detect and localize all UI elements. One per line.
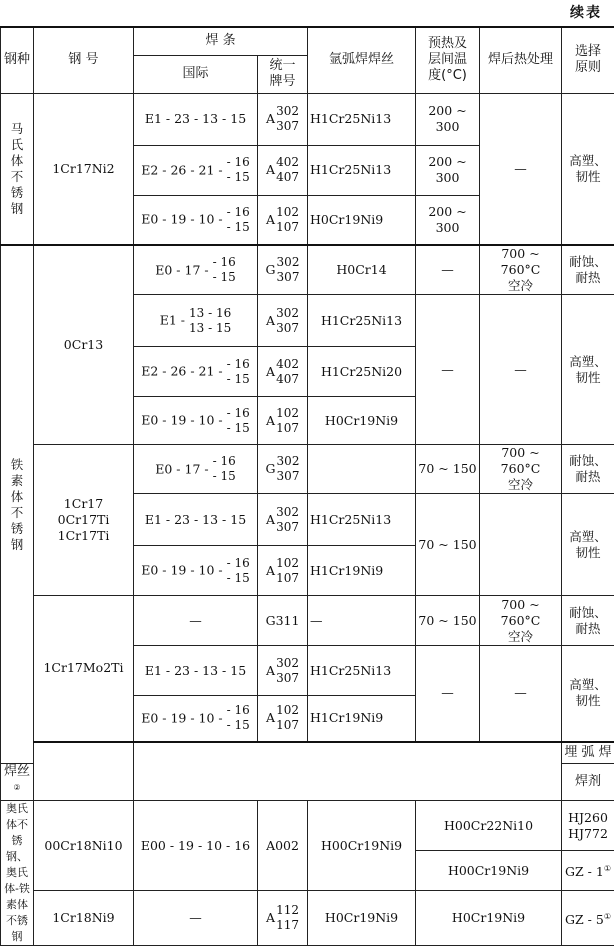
wire-cell: H1Cr25Ni13: [308, 93, 416, 145]
wire-cell: H0Cr14: [308, 245, 416, 295]
wire-cell: H0Cr19Ni9: [308, 397, 416, 445]
group-martensitic: 马氏体不锈钢: [1, 93, 34, 245]
rod-cell: —: [134, 596, 258, 646]
principle-cell: 耐蚀、 耐热: [562, 596, 614, 646]
temp-cell: 200 ~ 300: [416, 93, 480, 145]
header-flux: 焊剂: [562, 764, 614, 801]
header-grade: 钢 号: [34, 27, 134, 93]
post-cell: 700 ~ 760°C 空冷: [480, 445, 562, 494]
blank-cell: [134, 742, 562, 801]
temp-cell: 70 ~ 150: [416, 445, 480, 494]
unified-cell: G 302 307: [258, 245, 308, 295]
unified-cell: A 102 107: [258, 546, 308, 596]
wire-cell: H1Cr25Ni13: [308, 295, 416, 347]
post-cell: —: [480, 93, 562, 245]
unified-cell: A 402 407: [258, 347, 308, 397]
post-cell: —: [480, 295, 562, 445]
blank-cell: [34, 742, 134, 801]
unified-cell: A 302 307: [258, 646, 308, 696]
unified-cell: G311: [258, 596, 308, 646]
wire-cell: H1Cr25Ni13: [308, 646, 416, 696]
post-cell: 700 ~ 760°C 空冷: [480, 245, 562, 295]
header-post-heat: 焊后热处理: [480, 27, 562, 93]
post-cell: [480, 494, 562, 596]
temp-cell: —: [416, 295, 480, 445]
header-saw: 埋 弧 焊: [562, 742, 614, 764]
post-cell: —: [480, 646, 562, 742]
rod-cell: E0 - 19 - 10 - - 16 - 15: [134, 195, 258, 245]
unified-cell: G 302 307: [258, 445, 308, 494]
rod-cell: E0 - 17 - - 16 - 15: [134, 445, 258, 494]
rod-cell: —: [134, 891, 258, 946]
rod-cell: E1 - 13 - 16 13 - 15: [134, 295, 258, 347]
principle-cell: 高塑、 韧性: [562, 295, 614, 445]
wire-cell: H0Cr19Ni9: [308, 891, 416, 946]
wire-cell: [308, 445, 416, 494]
rod-cell: E1 - 23 - 13 - 15: [134, 646, 258, 696]
rod-cell: E0 - 19 - 10 - - 16 - 15: [134, 546, 258, 596]
wire-cell: H0Cr19Ni9: [308, 195, 416, 245]
principle-cell: 耐蚀、 耐热: [562, 445, 614, 494]
unified-cell: A 102 107: [258, 195, 308, 245]
group-austenitic: 奥氏 体不 锈钢、 奥氏 体-铁 素体 不锈钢: [1, 801, 34, 946]
rod-cell: E1 - 23 - 13 - 15: [134, 494, 258, 546]
principle-cell: 耐蚀、 耐热: [562, 245, 614, 295]
header-intl: 国际: [134, 55, 258, 93]
rod-cell: E2 - 26 - 21 - - 16 - 15: [134, 347, 258, 397]
temp-cell: 200 ~ 300: [416, 195, 480, 245]
header-preheat: 预热及 层间温 度(°C): [416, 27, 480, 93]
wire-cell: H1Cr19Ni9: [308, 696, 416, 742]
wire-cell: H1Cr25Ni13: [308, 145, 416, 195]
wire-cell: H00Cr19Ni9: [308, 801, 416, 891]
temp-cell: —: [416, 245, 480, 295]
saw-wire-cell: H0Cr19Ni9: [416, 891, 562, 946]
unified-cell: A 402 407: [258, 145, 308, 195]
saw-wire-cell: H00Cr19Ni9: [416, 851, 562, 891]
principle-cell: 高塑、 韧性: [562, 494, 614, 596]
header-steel-type: 钢种: [1, 27, 34, 93]
continued-label: 续表: [570, 5, 602, 21]
principle-cell: 高塑、 韧性: [562, 93, 614, 245]
header-tig-wire: 氩弧焊焊丝: [308, 27, 416, 93]
rod-cell: E2 - 26 - 21 - - 16 - 15: [134, 145, 258, 195]
flux-cell: HJ260 HJ772: [562, 801, 614, 851]
grade-cell: 1Cr18Ni9: [34, 891, 134, 946]
rod-cell: E0 - 19 - 10 - - 16 - 15: [134, 397, 258, 445]
rod-cell: E00 - 19 - 10 - 16: [134, 801, 258, 891]
header-saw-wire: 焊丝②: [1, 764, 34, 801]
welding-material-table: [0, 26, 614, 946]
rod-cell: E0 - 19 - 10 - - 16 - 15: [134, 696, 258, 742]
wire-cell: H1Cr19Ni9: [308, 546, 416, 596]
header-unified: 统一 牌号: [258, 55, 308, 93]
grade-cell: 00Cr18Ni10: [34, 801, 134, 891]
rod-cell: E1 - 23 - 13 - 15: [134, 93, 258, 145]
unified-cell: A 102 107: [258, 397, 308, 445]
header-electrode: 焊 条: [134, 27, 308, 55]
wire-cell: —: [308, 596, 416, 646]
principle-cell: 高塑、 韧性: [562, 646, 614, 742]
wire-cell: H1Cr25Ni13: [308, 494, 416, 546]
temp-cell: 200 ~ 300: [416, 145, 480, 195]
unified-cell: A 112 117: [258, 891, 308, 946]
grade-cell: 0Cr13: [34, 245, 134, 445]
saw-wire-cell: H00Cr22Ni10: [416, 801, 562, 851]
temp-cell: 70 ~ 150: [416, 596, 480, 646]
flux-cell: GZ - 1①: [562, 851, 614, 891]
group-ferritic: 铁素体不锈钢: [1, 245, 34, 764]
grade-cell: 1Cr17Ni2: [34, 93, 134, 245]
unified-cell: A002: [258, 801, 308, 891]
unified-cell: A 102 107: [258, 696, 308, 742]
post-cell: 700 ~ 760°C 空冷: [480, 596, 562, 646]
temp-cell: 70 ~ 150: [416, 494, 480, 596]
grade-cell: 1Cr17Mo2Ti: [34, 596, 134, 742]
temp-cell: —: [416, 646, 480, 742]
unified-cell: A 302 307: [258, 295, 308, 347]
grade-cell: 1Cr17 0Cr17Ti 1Cr17Ti: [34, 445, 134, 596]
wire-cell: H1Cr25Ni20: [308, 347, 416, 397]
unified-cell: A 302 307: [258, 494, 308, 546]
rod-cell: E0 - 17 - - 16 - 15: [134, 245, 258, 295]
flux-cell: GZ - 5①: [562, 891, 614, 946]
unified-cell: A 302 307: [258, 93, 308, 145]
header-principle: 选择 原则: [562, 27, 614, 93]
